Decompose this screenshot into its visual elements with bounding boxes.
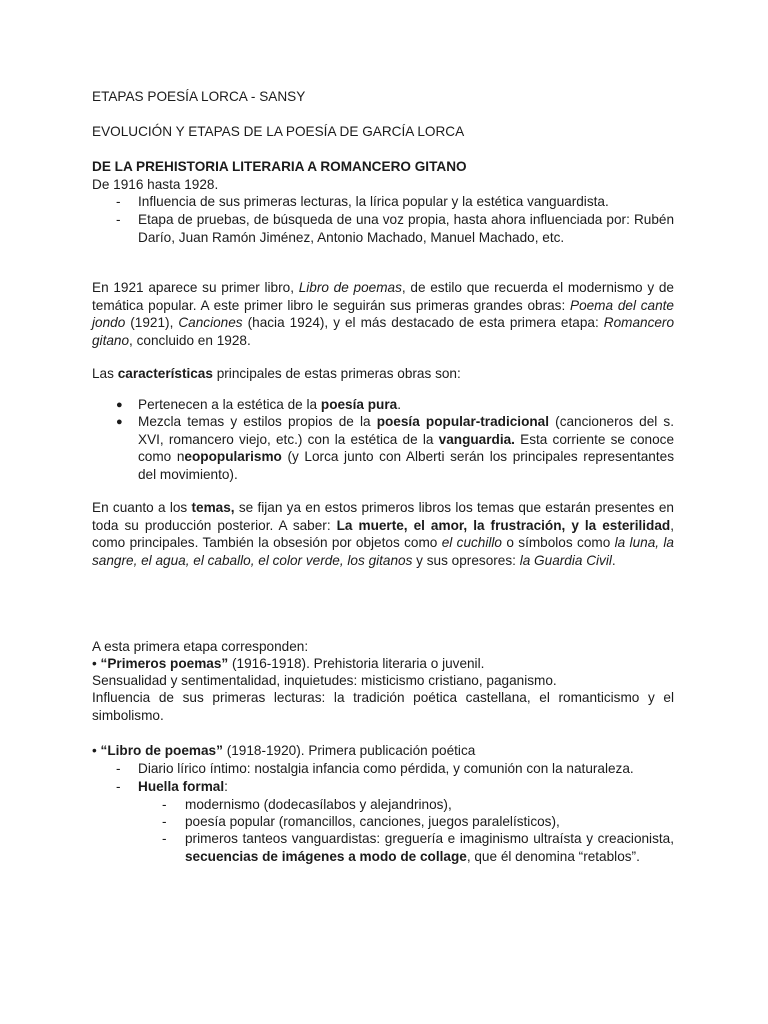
- bullet-marker: ●: [116, 416, 123, 428]
- stage-intro: A esta primera etapa corresponden:: [92, 639, 309, 654]
- dash-marker: -: [162, 797, 167, 812]
- dash-marker: -: [162, 831, 167, 846]
- dash-marker: -: [162, 814, 167, 829]
- list-item: Pertenecen a la estética de la poesía pura.: [138, 397, 401, 412]
- section-heading: [92, 158, 674, 176]
- section-heading-text: DE LA PREHISTORIA LITERARIA A ROMANCERO GITANO: [92, 159, 467, 174]
- primeros-poemas-heading: • “Primeros poemas” (1916-1918). Prehistoria literaria o juvenil.: [92, 656, 485, 671]
- libro-de-poemas-heading: • “Libro de poemas” (1918-1920). Primera publicación poética: [92, 743, 476, 758]
- document-title: ETAPAS POESÍA LORCA - SANSY: [92, 89, 306, 104]
- primeros-poemas-line: Influencia de sus primeras lecturas: la tradición poética castellana, el romanticismo y el simbolismo.: [92, 690, 674, 723]
- paragraph-themes: En cuanto a los temas, se fijan ya en estos primeros libros los temas que estarán presentes en toda su producción posterior. A saber: La muerte, el amor, la frustración, y la esterilidad, como principales. También la obsesión por objetos como el cuchillo o símbolos como la luna, la sangre, el agua, el caballo, el color verde, los gitanos y sus opresores: la Guardia Civil.: [92, 500, 674, 568]
- list-item: Influencia de sus primeras lecturas, la lírica popular y la estética vanguardista.: [138, 194, 609, 209]
- section-dates: De 1916 hasta 1928.: [92, 177, 219, 192]
- dash-marker: -: [116, 194, 121, 209]
- list-item: Mezcla temas y estilos propios de la poesía popular-tradicional (cancioneros del s. XVI, romancero viejo, etc.) con la estética de la vanguardia. Esta corriente se conoce como neopopularismo (y Lorca junto con Alberti serán los principales representantes del movimiento).: [138, 414, 675, 482]
- list-item: Huella formal:: [138, 779, 228, 794]
- dash-marker: -: [116, 212, 121, 227]
- document-subtitle: EVOLUCIÓN Y ETAPAS DE LA POESÍA DE GARCÍA LORCA: [92, 124, 465, 139]
- dash-marker: -: [116, 779, 121, 794]
- dash-marker: -: [116, 761, 121, 776]
- paragraph-characteristics: Las características principales de estas primeras obras son:: [92, 366, 461, 381]
- sub-list-item: poesía popular (romancillos, canciones, juegos paralelísticos),: [185, 814, 560, 829]
- primeros-poemas-line: Sensualidad y sentimentalidad, inquietudes: misticismo cristiano, paganismo.: [92, 673, 557, 688]
- sub-list-item: modernismo (dodecasílabos y alejandrinos),: [185, 797, 452, 812]
- sub-list-item: primeros tanteos vanguardistas: greguería e imaginismo ultraísta y creacionista, secuencias de imágenes a modo de collage, que él denomina “retablos”.: [185, 831, 674, 864]
- paragraph-first-book: En 1921 aparece su primer libro, Libro de poemas, de estilo que recuerda el modernismo y de temática popular. A este primer libro le seguirán sus primeras grandes obras: Poema del cante jondo (1921), Canciones (hacia 1924), y el más destacado de esta primera etapa: Romancero gitano, concluido en 1928.: [92, 280, 675, 348]
- bullet-marker: ●: [116, 399, 123, 411]
- list-item: Diario lírico íntimo: nostalgia infancia como pérdida, y comunión con la naturaleza.: [138, 761, 634, 776]
- list-item: Etapa de pruebas, de búsqueda de una voz propia, hasta ahora influenciada por: Rubén Darío, Juan Ramón Jiménez, Antonio Machado, Manuel Machado, etc.: [138, 212, 674, 245]
